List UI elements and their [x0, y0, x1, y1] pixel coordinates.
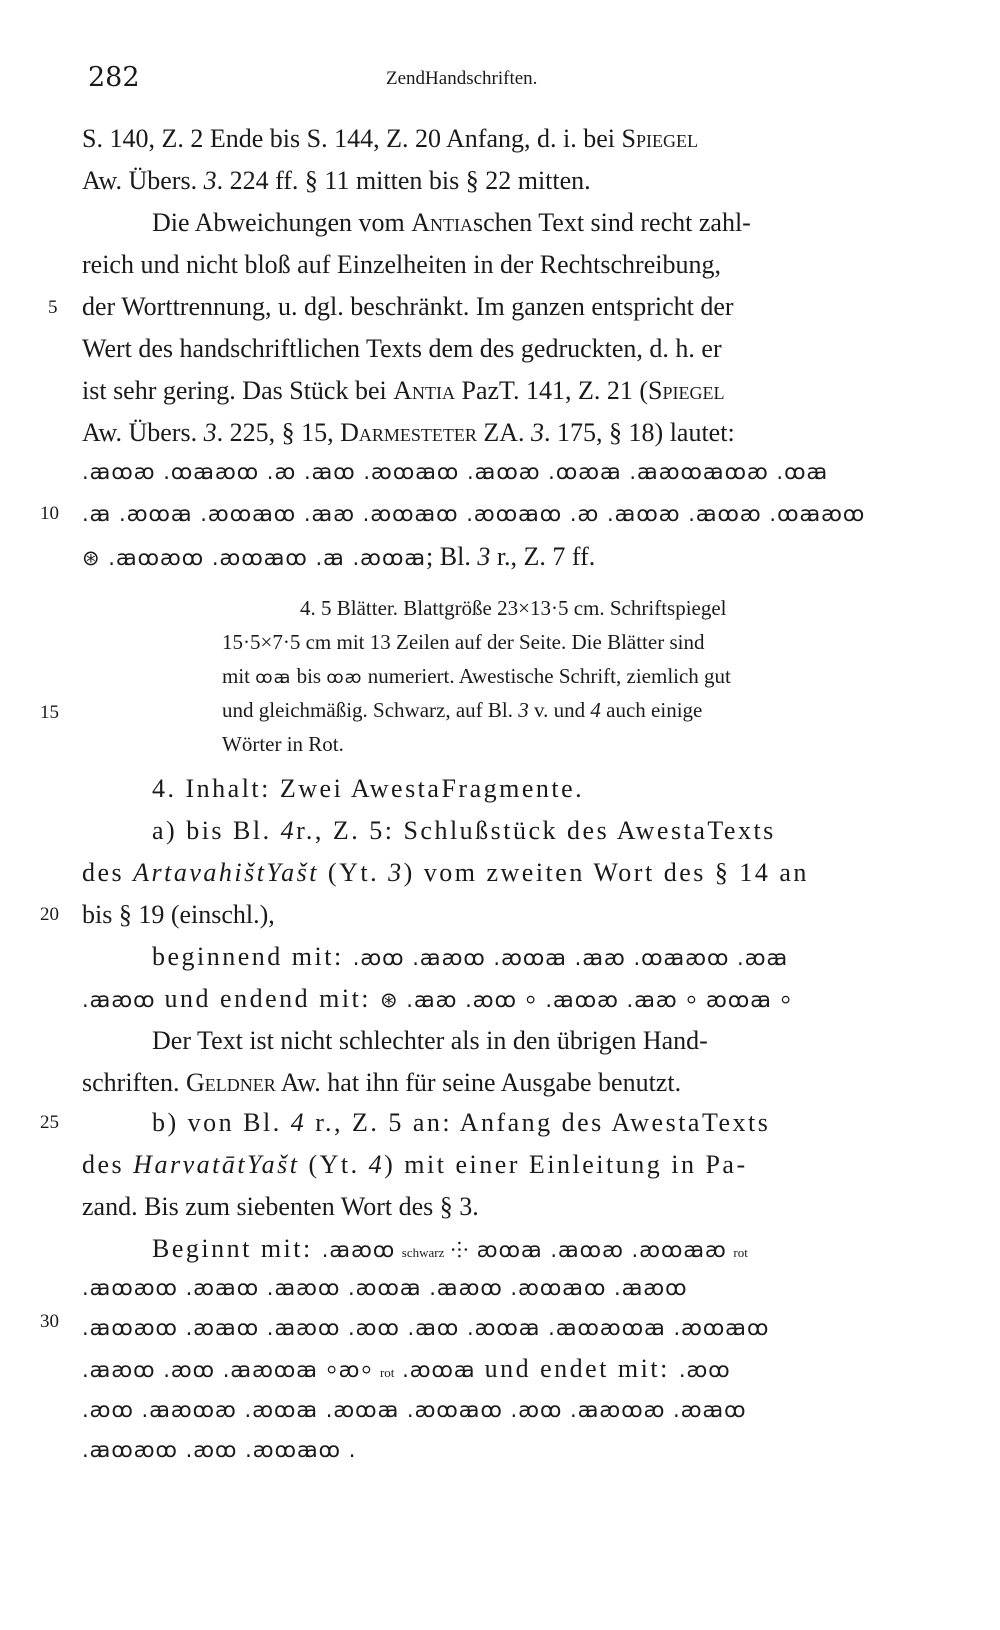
text-line: Aw. Übers. 3. 224 ff. § 11 mitten bis § 22 mitten.	[82, 166, 591, 195]
text-line: Aw. Übers. 3. 225, § 15, Darmesteter ZA. 3. 175, § 18) lautet:	[82, 418, 735, 447]
text-line: 4. 5 Blätter. Blattgröße 23×13·5 cm. Schriftspiegel	[300, 596, 727, 620]
text-line: a) bis Bl. 4r., Z. 5: Schlußstück des AwestaTexts	[152, 816, 776, 845]
text-line: des HarvatātYašt (Yt. 4) mit einer Einleitung in Pa-	[82, 1150, 748, 1179]
text-line: Die Abweichungen vom Antiaschen Text sind recht zahl-	[152, 208, 751, 237]
line-number: 15	[40, 702, 59, 723]
text-line: Wörter in Rot.	[222, 732, 344, 756]
text-line: S. 140, Z. 2 Ende bis S. 144, Z. 20 Anfang, d. i. bei Spiegel	[82, 124, 698, 153]
avestan-script-line: .ꜳꝏꜵꝏ .ꜵꝏ .ꜵꝏꜳꝏ .	[82, 1438, 357, 1462]
avestan-script-line: .ꜵꝏ .ꜳꜵꝏꜵ .ꜵꝏꜳ .ꜵꝏꜳ .ꜵꝏꜳꝏ .ꜵꝏ .ꜳꜵꝏꜵ .ꜵꜳꝏ	[82, 1398, 747, 1422]
text-line: und gleichmäßig. Schwarz, auf Bl. 3 v. und 4 auch einige	[222, 698, 703, 722]
text-line: Wert des handschriftlichen Texts dem des gedruckten, d. h. er	[82, 334, 722, 363]
line-number: 20	[40, 904, 59, 925]
avestan-script-line: .ꜳ .ꜵꝏꜳ .ꜵꝏꜳꝏ .ꜳꜵ .ꜵꝏꜳꝏ .ꜵꝏꜳꝏ .ꜵ .ꜳꝏꜵ .ꜳꝏꜵ .ꝏꜳꜵꝏ	[82, 502, 866, 526]
avestan-script-line: .ꜳꝏꜵꝏ .ꜵꜳꝏ .ꜳꜵꝏ .ꜵꝏꜳ .ꜳꜵꝏ .ꜵꝏꜳꝏ .ꜳꜵꝏ	[82, 1276, 688, 1300]
line-number: 30	[40, 1311, 59, 1332]
text-line: ⊛ .ꜳꝏꜵꝏ .ꜵꝏꜳꝏ .ꜳ .ꜵꝏꜳ; Bl. 3 r., Z. 7 ff.	[82, 542, 596, 571]
text-line: ist sehr gering. Das Stück bei Antia PazT. 141, Z. 21 (Spiegel	[82, 376, 725, 405]
line-number: 5	[48, 297, 58, 318]
avestan-script-line: .ꜳꝏꜵ .ꝏꜳꜵꝏ .ꜵ .ꜳꝏ .ꜵꝏꜳꝏ .ꜳꝏꜵ .ꝏꜵꜳ .ꜳꜵꝏꜳꝏꜵ .ꝏꜳ	[82, 460, 829, 484]
text-line: der Worttrennung, u. dgl. beschränkt. Im ganzen entspricht der	[82, 292, 734, 321]
section-heading: 4. Inhalt: Zwei AwestaFragmente.	[152, 774, 585, 803]
text-line: b) von Bl. 4 r., Z. 5 an: Anfang des AwestaTexts	[152, 1108, 771, 1137]
text-line: bis § 19 (einschl.),	[82, 900, 275, 929]
text-line: schriften. Geldner Aw. hat ihn für seine Ausgabe benutzt.	[82, 1068, 682, 1097]
line-number: 25	[40, 1112, 59, 1133]
text-line: .ꜳꜵꝏ .ꜵꝏ .ꜳꜵꝏꜳ ⸰ꜵ⸰ rot .ꜵꝏꜳ und endet mit: .ꜵꝏ	[82, 1354, 731, 1383]
running-head: ZendHandschriften.	[386, 68, 538, 89]
text-line: beginnend mit: .ꜵꝏ .ꜳꜵꝏ .ꜵꝏꜳ .ꜳꜵ .ꝏꜳꜵꝏ .ꜵꜳ	[152, 942, 789, 971]
avestan-script-line: .ꜳꝏꜵꝏ .ꜵꜳꝏ .ꜳꜵꝏ .ꜵꝏ .ꜳꝏ .ꜵꝏꜳ .ꜳꝏꜵꝏꜳ .ꜵꝏꜳꝏ	[82, 1316, 770, 1340]
page-number: 282	[88, 62, 140, 93]
text-line: Der Text ist nicht schlechter als in den übrigen Hand-	[152, 1026, 708, 1055]
text-line: reich und nicht bloß auf Einzelheiten in der Rechtschreibung,	[82, 250, 721, 279]
text-line: mit ꝏꜳ bis ꝏꜵ numeriert. Awestische Schrift, ziemlich gut	[222, 664, 731, 688]
text-line: zand. Bis zum siebenten Wort des § 3.	[82, 1192, 479, 1221]
line-number: 10	[40, 503, 59, 524]
text-line: .ꜳꜵꝏ und endend mit: ⊛ .ꜳꜵ .ꜵꝏ ⸰ .ꜳꝏꜵ .ꜳꜵ ⸰ ꜵꝏꜳ ⸰	[82, 984, 793, 1013]
text-line: Beginnt mit: .ꜳꜵꝏ schwarz ⸭ ꜵꝏꜳ .ꜳꝏꜵ .ꜵꝏꜳꜵ rot	[152, 1234, 748, 1263]
text-line: 15·5×7·5 cm mit 13 Zeilen auf der Seite. Die Blätter sind	[222, 630, 705, 654]
text-line: des ArtavahištYašt (Yt. 3) vom zweiten Wort des § 14 an	[82, 858, 809, 887]
